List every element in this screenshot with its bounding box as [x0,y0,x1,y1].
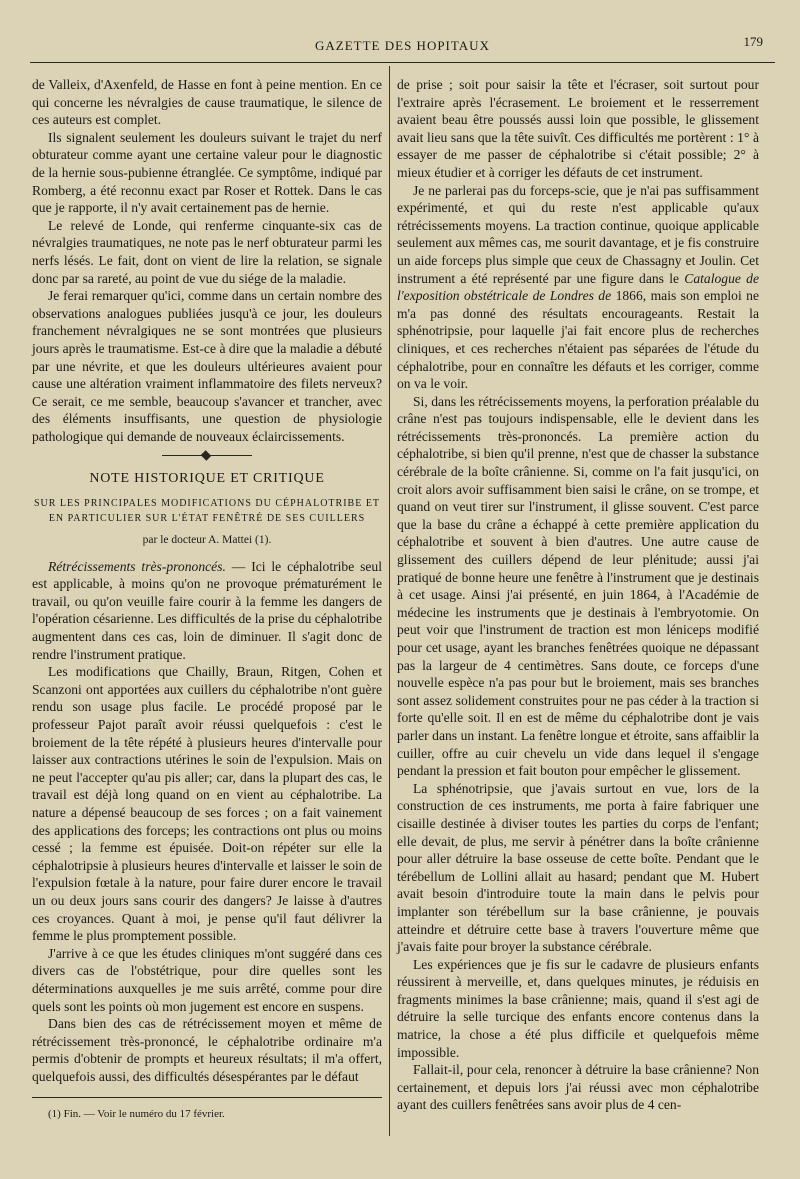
paragraph: Les modifications que Chailly, Braun, Ritgen, Cohen et Scanzoni ont apportées aux cuillers du céphalotribe n'ont guère rendu son usage plus facile. Le procédé proposé par le professeur Pajot paraît avoir réussi quelquefois : c'est le broiement de la tête répété à plusieurs heures d'intervalle pour laisser aux contractions utérines le soin de l'expulsion. Mais on ne peut l'accepter qu'au pis aller; car, dans la plupart des cas, le travail est déjà long quand on en vient au céphalotribe. La nature a dépensé beaucoup de ses forces ; on a fait vainement des applications des forceps; les contractions ont plus ou moins cessé ; la femme est épuisée. Doit-on répéter sur elle la céphalotripsie à plusieurs heures d'intervalle et laisser le soin de l'expulsion fœtale à la nature, pour faire durer encore le travail un ou deux jours sans courir des dangers? Je laisse à d'autres ces croyances. Quant à moi, je pense qu'il faut délivrer la femme le plus promptement possible. [32,664,382,944]
section-title: NOTE HISTORIQUE ET CRITIQUE [89,471,325,487]
page-header [30,34,775,56]
paragraph: Rétrécissements très-prononcés. — Ici le céphalotribe seul est applicable, à moins qu'on ne provoque prématurément le travail, ou qu'on veuille faire courir à la femme les dangers de l'opération césarienne. Les difficultés de la prise du céphalotribe augmentent dans ces cas, loin de diminuer. Il s'agit donc de rendre l'instrument pratique. [32,558,383,662]
paragraph: Fallait-il, pour cela, renoncer à détruire la base crânienne? Non certainement, et depuis lors j'ai réussi avec mon céphalotribe ayant des cuillers fenêtrées sans avoir plus de 4 cen- [397,1062,759,1113]
paragraph: Le relevé de Londe, qui renferme cinquante-six cas de névralgies traumatiques, ne note pas le nerf obturateur parmi les nerfs lésés. Le fait, dont on vient de lire la relation, se signale donc par sa rareté, au point de vue du siége de la maladie. [32,217,382,286]
section-separator [162,455,252,456]
footnote-rule [32,1097,382,1098]
paragraph: La sphénotripsie, que j'avais surtout en vue, lors de la construction de ces instruments, me porta à faire fabriquer une cisaille destinée à diviser toutes les parties du corps de l'enfant; elle devait, de plus, me servir à pénétrer dans la boîte crânienne pour aller détruire la base osseuse de cette boîte. Pendant que le térébellum de Lollini allait au hasard; pendant que M. Hubert avait besoin d'introduire toute la main dans le pelvis pour implanter son térébellum sur la base crânienne, je pouvais atteindre et détruire cette base à travers l'ouverture même que j'avais faite pour broyer la substance cérébrale. [397,780,759,955]
paragraph: Je ne parlerai pas du forceps-scie, que je n'ai pas suffisamment expérimenté, et qui du reste n'est applicable qu'aux rétrécissements moyens. La traction continue, quoique applicable seulement aux mêmes cas, me sourit davantage, et je fis construire un aide forceps plus simple que ceux de Chassagny et Joulin. Cet instrument a été représenté par une figure dans le Catalogue de l'exposition obstétricale de Londres de 1866, mais son emploi ne m'a pas donné des résultats encourageants. Restait la sphénotripsie, pour laquelle j'ai fait encore plus de recherches cliniques, et ces recherches n'étaient pas séparées de l'étude du céphalotribe, pour en connaître les défauts et les corriger, comme on va le voir. [397,182,759,392]
footnote: (1) Fin. — Voir le numéro du 17 février. [48,1108,225,1121]
paragraph: Je ferai remarquer qu'ici, comme dans un certain nombre des observations analogues publiées jusqu'à ce jour, les douleurs franchement névralgiques ne se sont montrées que plusieurs jours après le traumatisme. Est-ce à dire que la maladie a débuté par une névrite, et que les douleurs ultérieures avaient pour cause une altération vraiment inflammatoire des filets nerveux? Ce serait, ce me semble, beaucoup s'avancer et trancher, avec des éléments insuffisants, une question de physiologie pathologique qui demande de nouveaux éclaircissements. [32,288,382,444]
paragraph: Dans bien des cas de rétrécissement moyen et même de rétrécissement très-prononcé, le céphalotribe ordinaire m'a permis d'obtenir de prompts et heureux résultats; il m'a offert, quelquefois aussi, des difficultés désespérantes par le défaut [32,1016,382,1084]
paragraph: Ils signalent seulement les douleurs suivant le trajet du nerf obturateur comme ayant une certaine valeur pour le diagnostic de la hernie sous-pubienne étranglée. Ce symptôme, indiqué par Romberg, a été reconnu exact par Roser et Rottek. Dans le cas que je rapporte, il n'y avait certainement pas de hernie. [32,129,382,216]
running-title: GAZETTE DES HOPITAUX [315,38,490,53]
paragraph: de Valleix, d'Axenfeld, de Hasse en font à peine mention. En ce qui concerne les névralgies de cause traumatique, le silence de ces auteurs est complet. [32,77,382,128]
italic-lead: Rétrécissements très-prononcés. [48,558,226,574]
left-column [32,76,382,1124]
article-author: par le docteur A. Mattei (1). [142,534,272,547]
page-number: 179 [743,34,763,49]
paragraph: Si, dans les rétrécissements moyens, la perforation préalable du crâne n'est pas toujours indispensable, elle le devient dans les rétrécissements très-prononcés. La première action du céphalotribe, si bien qu'il prenne, n'est que de chasser la substance cérébrale de la boîte crânienne. Si, comme on l'a fait jusqu'ici, on croit alors avoir suffisamment bien saisi le crâne, on se trompe, et quand on veut tirer sur l'instrument, il glisse souvent. C'est parce que la base du crâne a échappé à cette première application du céphalotribe et souvent à bien d'autres. Une autre cause de glissement des cuillers dépend de leur plénitude; aussi j'ai pratiqué de bonne heure une fenêtre à l'instrument que je destinais à cet usage. Ainsi j'ai présenté, en juin 1864, à l'Académie de médecine les instruments que je destinais à l'embryotomie. On peut voir que l'instrument de traction est mon léniceps modifié pour cet usage, ayant les branches fenêtrées quoique ne dépassant pas la largeur de 4 centimètres. Sans doute, ce forceps d'une nouvelle espèce n'a pas pour but le broiement, mais ses branches sont assez solidement construites pour ne pas céder à la traction si forte qu'elle soit. Il en est de même du céphalotribe dont je vais parler dans un instant. La fenêtre longue et étroite, sans affaiblir la cuiller, offre au cuir chevelu un vide dans lequel il s'engage pendant la pression et fait bouton pour empêcher le glissement. [397,393,759,779]
header-rule [30,62,775,63]
catalogue-title: Catalogue de l'exposition obstétricale de Londres de [397,270,759,304]
section-subtitle: SUR LES PRINCIPALES MODIFICATIONS DU CÉPHALOTRIBE ET EN PARTICULIER SUR L'ÉTAT FENÊTRÉ DE SES CUILLERS [33,498,381,525]
column-divider [389,66,390,1136]
right-column [397,76,759,1114]
paragraph: Les expériences que je fis sur le cadavre de plusieurs enfants réussirent à merveille, et, dans quelques minutes, je réduisis en fragments minimes la base crânienne; mais, quand il s'est agi de détruire la selle turcique des enfants encore contenus dans la matrice, la chose a été plus difficile et quelquefois même impossible. [397,956,759,1060]
paragraph: J'arrive à ce que les études cliniques m'ont suggéré dans ces divers cas de l'obstétrique, pour dire quelles sont les déterminations auxquelles je me suis arrêté, comme pour dire quels sont les points où mon jugement est encore en suspens. [32,945,382,1014]
paragraph: de prise ; soit pour saisir la tête et l'écraser, soit surtout pour l'extraire après l'écrasement. Le broiement et le resserrement avaient beau être poussés aussi loin que possible, le glissement avait lieu sans que la tête suivît. Ces difficultés me portèrent : 1° à essayer de me passer de céphalotribe si c'était possible; 2° à mieux étudier et à corriger les défauts de cet instrument. [397,77,759,180]
